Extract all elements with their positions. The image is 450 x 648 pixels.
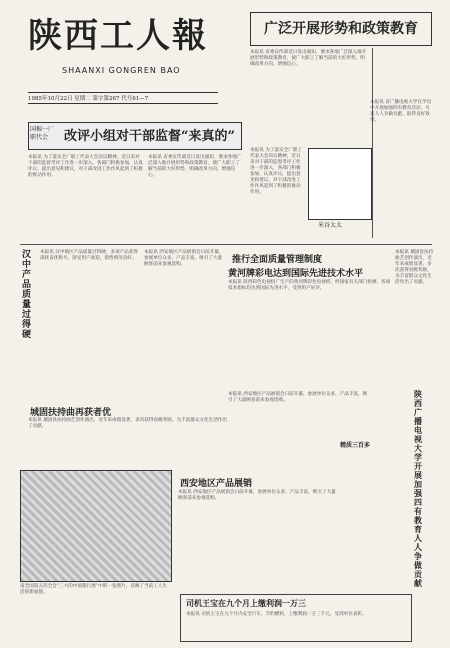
top-article-text: 本报讯 省委宣传部近日发出通知，要求各地广泛深入地开展形势和政策教育，使广大职工了解当前的大好形势，明确改革方向，增强信心。: [250, 50, 367, 67]
headline-right-small: 精质三百多: [340, 442, 371, 449]
article-text-9: 本报讯 西安地区产品展销会日前开幕，参展单位众多，产品丰富，吸引了大量顾客前来参观选购。: [228, 392, 368, 403]
headline-quality: 推行全面质量管理制度: [232, 255, 323, 265]
vertical-headline-left: 汉中产品质量过得硬: [22, 250, 32, 340]
article-text-6: 本报讯 陕西彩色电视机厂生产的黄河牌彩色电视机，经国家有关部门检测，各项技术指标均达到国际先进水平，受到用户好评。: [228, 280, 391, 291]
cartoon-image: [308, 148, 372, 220]
cartoon-caption: 米谷太太: [318, 222, 343, 229]
article-text-3: 本报讯 为了落实全厂职工代表大会决议精神，近日来对干部的监督考评工作进一步深入，各部门积极参加，认真评议，提出意见和建议，对干部改进工作作风起到了积极的推动作用。: [250, 148, 302, 195]
news-photo: [20, 470, 172, 582]
band-label: 国棉一厂 职代会: [30, 126, 55, 141]
band-headline: 改评小组对干部监督“来真的”: [64, 129, 235, 144]
article-text-5: 本报讯 西安地区产品展销会日前开幕，参展单位众多，产品丰富，吸引了大量顾客前来参观选购。: [144, 250, 224, 267]
headline-bottom-box: 司机王宝在九个月上缴利润一万三: [186, 598, 306, 608]
sidebar-text: 本报讯 省广播电视大学在学员中开展加强四有教育活动，号召人人争做贡献，取得良好效果。: [370, 100, 432, 123]
article-text-11: 本报讯 司机王宝在九个月内安全行车，节约燃料，上缴利润一万三千元，受到单位表彰。: [186, 612, 367, 617]
vertical-headline-right: 陕西广播电视大学开展加强四有教育人人争做贡献: [414, 389, 422, 588]
article-text-1: 本报讯 为了落实全厂职工代表大会决议精神，近日来对干部的监督考评工作进一步深入，各部门积极参加，认真评议，提出意见和建议，对干部改进工作作风起到了积极的推动作用。: [28, 155, 143, 178]
article-text-2: 本报讯 省委宣传部近日发出通知，要求各地广泛深入地开展形势和政策教育，使广大职工了解当前的大好形势，明确改革方向，增强信心。: [148, 155, 242, 178]
headline-main-center: 黄河牌彩电达到国际先进技术水平: [228, 269, 364, 279]
headline-city-tv: 城固扶持曲再获者优: [30, 408, 112, 418]
article-text-4: 本报讯 汉中地区产品质量过得硬，多项产品获得部优省优称号，深受用户欢迎，销售情况良好。: [40, 250, 138, 261]
article-text-8: 本报讯 城固县扶持曲艺创作演出，近年来成绩显著，多次获得省级奖励，为丰富群众文化生活作出了贡献。: [28, 418, 227, 429]
headline-regional: 西安地区产品展销: [180, 479, 253, 489]
article-text-7: 本报讯 城固县扶持曲艺创作演出，近年来成绩显著，多次获得省级奖励，为丰富群众文化生活作出了贡献。: [395, 250, 434, 285]
masthead-pinyin: SHAANXI GONGREN BAO: [62, 66, 181, 75]
top-right-headline: 广泛开展形势和政策教育: [250, 12, 432, 46]
dateline: 1985年10月22日 星期二 第字第267 代号61—7: [28, 92, 218, 104]
section-rule: [20, 244, 432, 245]
article-text-10: 本报讯 西安地区产品展销会日前开幕，参展单位众多，产品丰富，吸引了大量顾客前来参观选购。: [178, 490, 336, 501]
photo-caption: 南全国第五次全会“三大的中国旅行展”中的一张照片，反映了当前工人生活的新面貌。: [20, 584, 168, 595]
masthead-title: 陕西工人報: [28, 16, 208, 56]
